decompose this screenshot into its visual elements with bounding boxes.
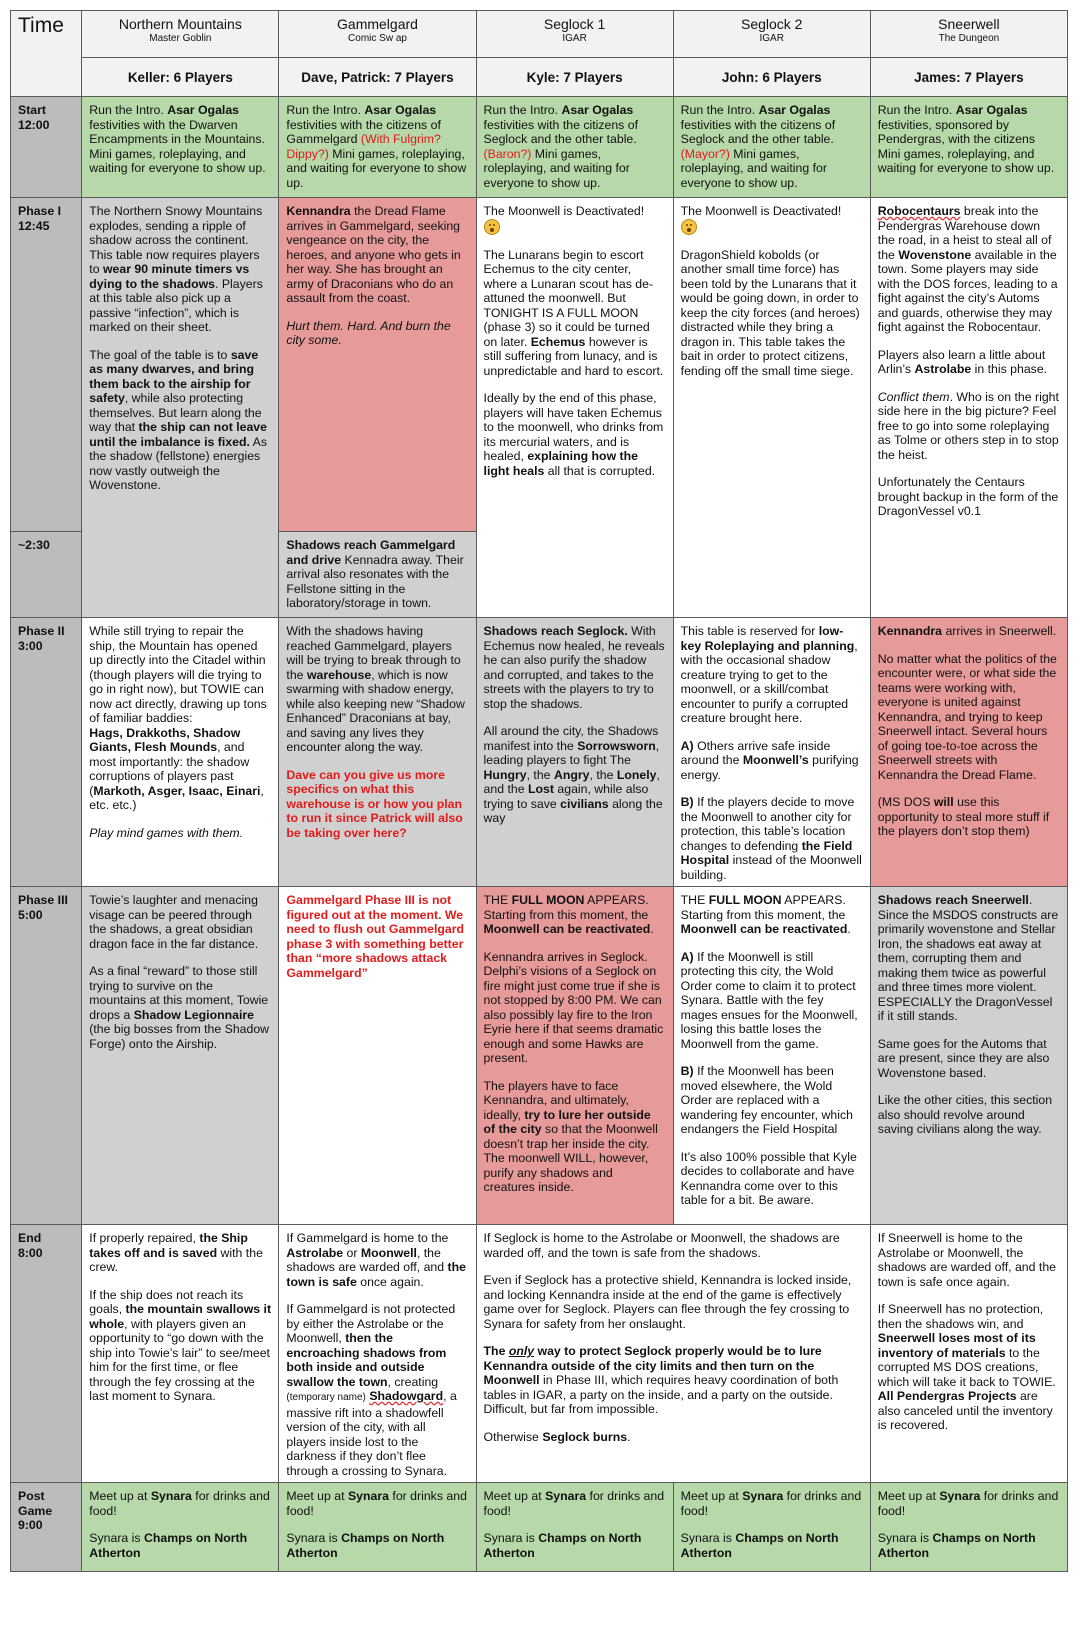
players-seglock-2: John: 6 Players (673, 58, 870, 97)
players-sneerwell: James: 7 Players (870, 58, 1067, 97)
cell-start-sneerwell: Run the Intro. Asar Ogalas festivities, sponsored by Pendergras, with the citizens Mini games, roleplaying, and waiting for everyone to show up. (870, 97, 1067, 198)
cell-phase1-sneerwell: Robocentaurs break into the Pendergras Warehouse down the road, in a heist to steal all of the Wovenstone available in the town. Some players may side with the DOS forces, leading to a fight against the city’s Automs and guards, otherwise they may fight against the Robocentaur. Players also learn a little about Arlin’s Astrolabe in this phase. Conflict them. Who is on the right side here in the big picture? Feel free to go into some roleplaying as Tolme or others step in to stop the heist. Unfortunately the Centaurs brought backup in the form of the DragonVessel v0.1 (870, 198, 1067, 618)
cell-start-seglock-1: Run the Intro. Asar Ogalas festivities with the citizens of Seglock and the other table. (Baron?) Mini games, roleplaying, and waiting for everyone to show up. (476, 97, 673, 198)
cell-phase3-northern-mountains: Towie’s laughter and menacing visage can be peered through the shadows, a great obsidian dragon face in the far distance. As a final “reward” to those still trying to survive on the mountains at this moment, Towie drops a Shadow Legionnaire (the big bosses from the Shadow Forge) onto the Airship. (82, 887, 279, 1225)
time-header: Time (11, 11, 82, 97)
col-header-northern-mountains: Northern Mountains Master Goblin (82, 11, 279, 58)
cell-phase3-seglock-2: THE FULL MOON APPEARS. Starting from this moment, the Moonwell can be reactivated. A) If the Moonwell is still protecting this city, the Wold Order come to claim it to protect Synara. Battle with the fey mages ensues for the Moonwell, losing this battle loses the Moonwell from the game. B) If the Moonwell has been moved elsewhere, the Wold Order are replaced with a wandering fey encounter, which endangers the Field Hospital It’s also 100% possible that Kyle decides to collaborate and have Kennandra come over to this table for a bit. Be aware. (673, 887, 870, 1225)
cell-phase2-seglock-2: This table is reserved for low-key Roleplaying and planning, with the occasional shadow creature trying to get to the moonwell, or a skill/combat encounter to purify a corrupted creature brought here. A) Others arrive safe inside around the Moonwell’s purifying energy. B) If the players decide to move the Moonwell to another city for protection, this table’s location changes to defending the Field Hospital instead of the Moonwell building. (673, 618, 870, 887)
schedule-table (10, 10, 1068, 1572)
cell-post-sneerwell: Meet up at Synara for drinks and food! Synara is Champs on North Atherton (870, 1483, 1067, 1572)
cell-phase2-seglock-1: Shadows reach Seglock. With Echemus now healed, he reveals he can also purify the shadow and corrupted, and takes to the streets with the players to try to stop the shadows. All around the city, the Shadows manifest into the Sorrowsworn, leading players to fight The Hungry, the Angry, the Lonely, and the Lost again, while also trying to save civilians along the way (476, 618, 673, 887)
col-header-seglock-2: Seglock 2 IGAR (673, 11, 870, 58)
cell-phase2-gammelgard: With the shadows having reached Gammelgard, players will be trying to break through to the warehouse, which is now swarming with shadow energy, while also keeping new “Shadow Enhanced” Draconians at bay, and saving any lives they encounter along the way. Dave can you give us more specifics on what this warehouse is or how you plan to run it since Patrick will also be taking over here? (279, 618, 476, 887)
cell-end-seglock: If Seglock is home to the Astrolabe or Moonwell, the shadows are warded off, and the town is safe from the shadows. Even if Seglock has a protective shield, Kennandra is locked inside, and locking Kennandra inside at the end of the game is effectively game over for Seglock. Players can flee through the fey crossing to Synara for safety from her onslaught. The only way to protect Seglock properly would be to lure Kennandra outside of the city limits and then turn on the Moonwell in Phase III, which requires heavy coordination of both tables in IGAR, a party on the inside, and a party on the outside. Difficult, but far from impossible. Otherwise Seglock burns. (476, 1225, 870, 1483)
cell-phase1-gammelgard: Kennandra the Dread Flame arrives in Gammelgard, seeking vengeance on the city, the heroes, and anyone who gets in her way. She has brought an army of Draconians who do an assault from the coast. Hurt them. Hard. And burn the city some. (279, 198, 476, 532)
col-header-gammelgard: Gammelgard Comic Sw ap (279, 11, 476, 58)
time-end: End 8:00 (11, 1225, 82, 1483)
time-post-game: Post Game 9:00 (11, 1483, 82, 1572)
time-start: Start 12:00 (11, 97, 82, 198)
cell-phase2-northern-mountains: While still trying to repair the ship, the Mountain has opened up directly into the Citadel within (though players will die trying to go in right now), but TOWIE can now act directly, drawing up tons of familiar baddies: Hags, Drakkoths, Shadow Giants, Flesh Mounds, and most importantly: the shadow corruptions of players past (Markoth, Asger, Isaac, Einari, etc. etc.) Play mind games with them. (82, 618, 279, 887)
cell-post-seglock-1: Meet up at Synara for drinks and food! Synara is Champs on North Atherton (476, 1483, 673, 1572)
players-seglock-1: Kyle: 7 Players (476, 58, 673, 97)
cell-post-northern-mountains: Meet up at Synara for drinks and food! Synara is Champs on North Atherton (82, 1483, 279, 1572)
cell-start-seglock-2: Run the Intro. Asar Ogalas festivities with the citizens of Seglock and the other table. (Mayor?) Mini games, roleplaying, and waiting for everyone to show up. (673, 97, 870, 198)
cell-phase2-sneerwell: Kennandra arrives in Sneerwell. No matter what the politics of the encounter were, or what side the teams were working with, everyone is united against Kennandra, and trying to keep Sneerwell intact. Several hours of going toe-to-toe across the Sneerwell streets with Kennandra the Dread Flame. (MS DOS will use this opportunity to steal more stuff if the players don’t stop them) (870, 618, 1067, 887)
time-phase-2: Phase II 3:00 (11, 618, 82, 887)
cell-end-northern-mountains: If properly repaired, the Ship takes off and is saved with the crew. If the ship does not reach its goals, the mountain swallows it whole, with players given an opportunity to “go down with the ship into Towie’s lair” to see/meet him for the first time, or flee through the fey crossing at the last moment to Synara. (82, 1225, 279, 1483)
cell-phase1-seglock-2: The Moonwell is Deactivated! DragonShield kobolds (or another small time force) has been told by the Lunarans that it would be going down, in order to keep the city forces (and heroes) distracted while they bring a dragon in. This table takes the bait in order to protect citizens, fending off the small time siege. (673, 198, 870, 618)
time-phase-3: Phase III 5:00 (11, 887, 82, 1225)
cell-phase3-sneerwell: Shadows reach Sneerwell. Since the MSDOS constructs are primarily wovenstone and Stellar Iron, the shadows eat away at them, corrupting them and making them twice as powerful and three times more violent. ESPECIALLY the DragonVessel if it still stands. Same goes for the Automs that are present, since they are also Wovenstone based. Like the other cities, this section also should revolve around saving civilians along the way. (870, 887, 1067, 1225)
cell-mid-gammelgard: Shadows reach Gammelgard and drive Kennadra away. Their arrival also resonates with the Fellstone sitting in the laboratory/storage in town. (279, 532, 476, 618)
cell-post-gammelgard: Meet up at Synara for drinks and food! Synara is Champs on North Atherton (279, 1483, 476, 1572)
players-northern-mountains: Keller: 6 Players (82, 58, 279, 97)
time-mid: ~2:30 (11, 532, 82, 618)
cell-start-gammelgard: Run the Intro. Asar Ogalas festivities with the citizens of Gammelgard (With Fulgrim? Dippy?) Mini games, roleplaying, and waiting for everyone to show up. (279, 97, 476, 198)
cell-phase3-seglock-1: THE FULL MOON APPEARS. Starting from this moment, the Moonwell can be reactivated. Kennandra arrives in Seglock. Delphi’s visions of a Seglock on fire might just come true if she is not stopped by 8:00 PM. We can also possibly lay fire to the Iron Eyrie here if that seems dramatic enough and some Hawks are present. The players have to face Kennandra, and ultimately, ideally, try to lure her outside of the city so that the Moonwell doesn’t trap her inside the city. The moonwell WILL, however, purify any shadows and creatures inside. (476, 887, 673, 1225)
col-header-sneerwell: Sneerwell The Dungeon (870, 11, 1067, 58)
col-header-seglock-1: Seglock 1 IGAR (476, 11, 673, 58)
astonished-face-icon (681, 219, 697, 235)
players-gammelgard: Dave, Patrick: 7 Players (279, 58, 476, 97)
cell-end-sneerwell: If Sneerwell is home to the Astrolabe or Moonwell, the shadows are warded off, and the town is safe once again. If Sneerwell has no protection, then the shadows win, and Sneerwell loses most of its inventory of materials to the corrupted MS DOS creations, which will take it back to TOWIE. All Pendergras Projects are also canceled until the inventory is recovered. (870, 1225, 1067, 1483)
cell-post-seglock-2: Meet up at Synara for drinks and food! Synara is Champs on North Atherton (673, 1483, 870, 1572)
cell-start-northern-mountains: Run the Intro. Asar Ogalas festivities with the Dwarven Encampments in the Mountains. Mini games, roleplaying, and waiting for everyone to show up. (82, 97, 279, 198)
cell-phase3-gammelgard: Gammelgard Phase III is not figured out at the moment. We need to flush out Gammelgard phase 3 with something better than “more shadows attack Gammelgard” (279, 887, 476, 1225)
cell-end-gammelgard: If Gammelgard is home to the Astrolabe or Moonwell, the shadows are warded off, and the town is safe once again. If Gammelgard is not protected by either the Astrolabe or the Moonwell, then the encroaching shadows from both inside and outside swallow the town, creating (temporary name) Shadowgard, a massive rift into a shadowfell version of the city, with all players inside lost to the darkness if they don’t flee through a crossing to Synara. (279, 1225, 476, 1483)
cell-phase1-seglock-1: The Moonwell is Deactivated! The Lunarans begin to escort Echemus to the city center, where a Lunaran scout has de-attuned the moonwell. But TONIGHT IS A FULL MOON (phase 3) so it could be turned on later. Echemus however is still suffering from lunacy, and is unpredictable and hard to escort. Ideally by the end of this phase, players will have taken Echemus to the moonwell, who drinks from its mercurial waters, and is healed, explaining how the light heals all that is corrupted. (476, 198, 673, 618)
cell-phase1-northern-mountains: The Northern Snowy Mountains explodes, sending a ripple of shadow across the continent. This table now requires players to wear 90 minute timers vs dying to the shadows. Players at this table also pick up a passive “infection”, which is marked on their sheet. The goal of the table is to save as many dwarves, and bring them back to the airship for safety, while also protecting themselves. But learn along the way that the ship can not leave until the imbalance is fixed. As the shadow (fellstone) energies now vastly outweigh the Wovenstone. (82, 198, 279, 618)
time-phase-1: Phase I 12:45 (11, 198, 82, 532)
astonished-face-icon (484, 219, 500, 235)
